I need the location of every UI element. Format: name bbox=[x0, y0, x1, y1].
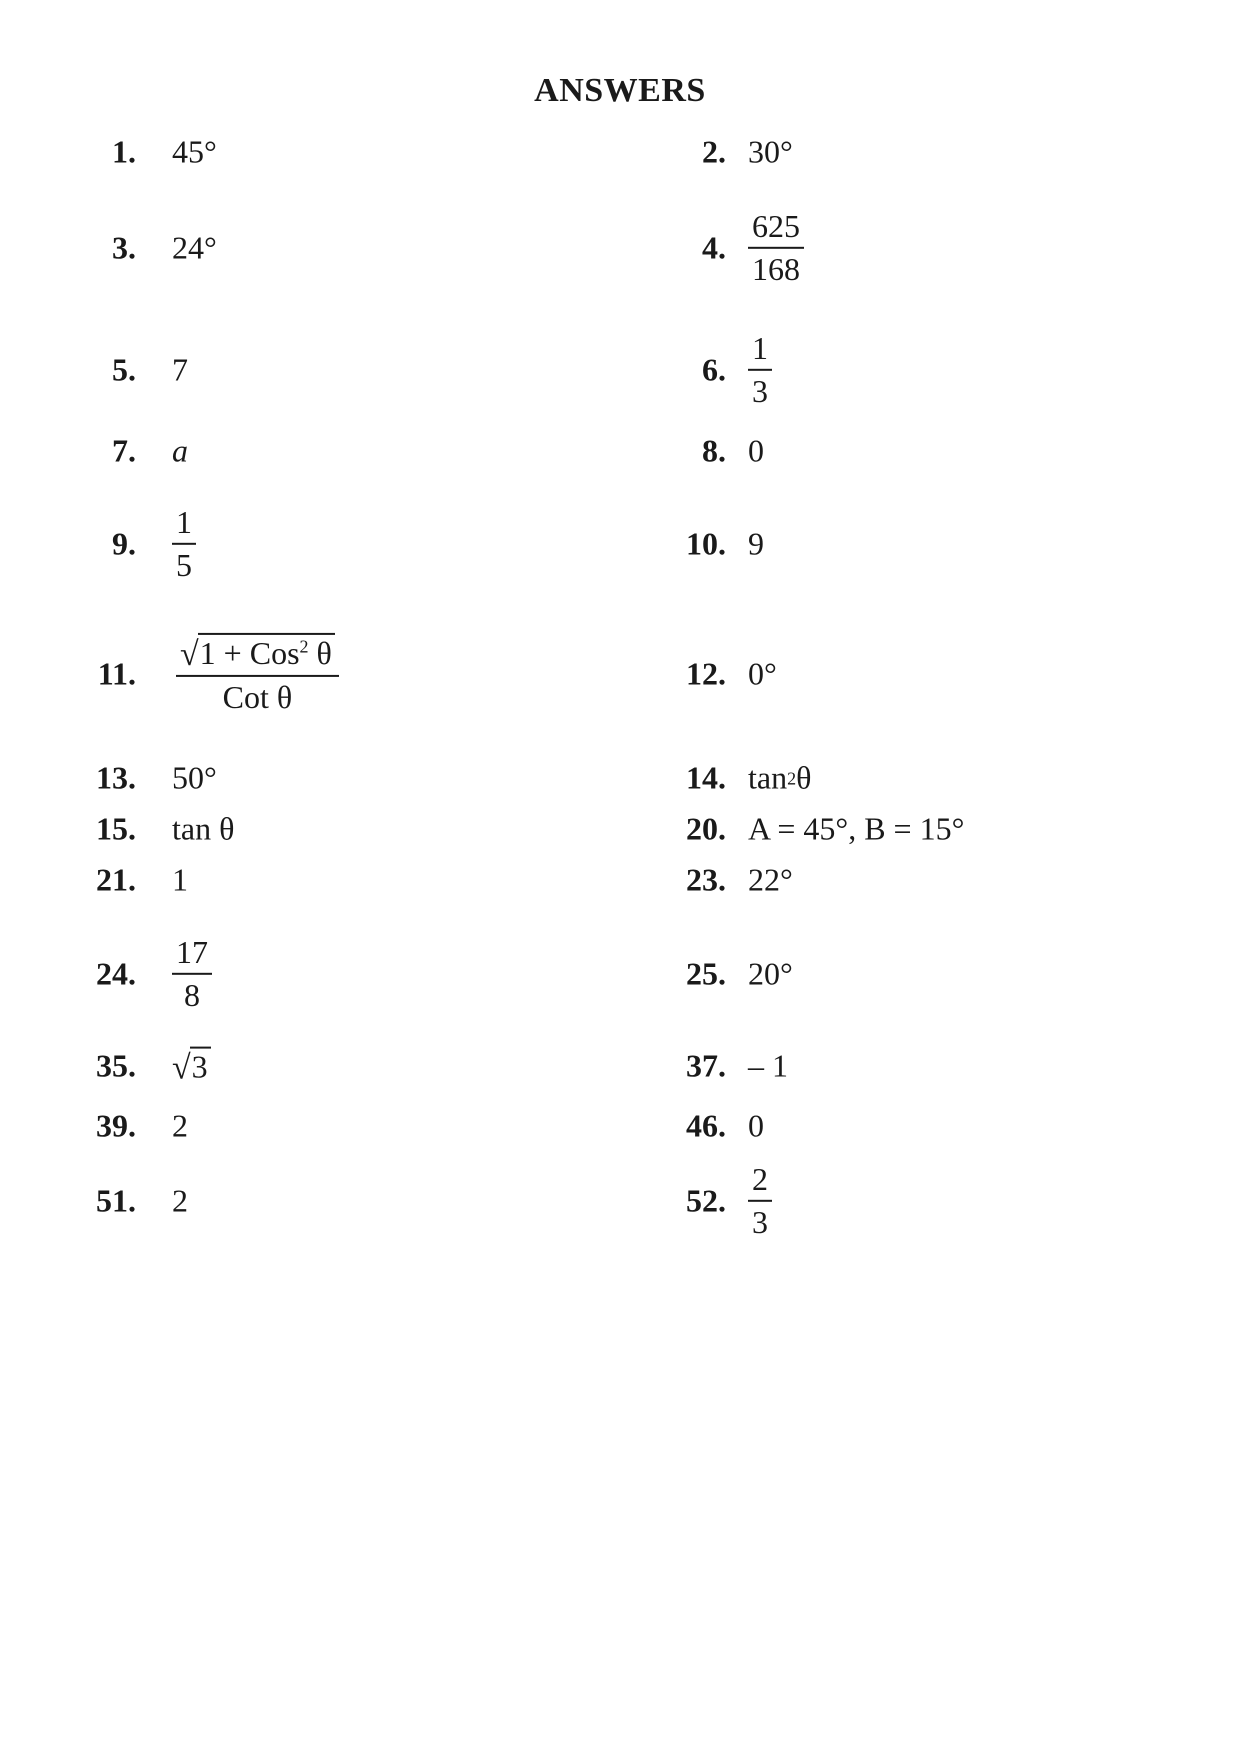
answer-value: 22° bbox=[748, 861, 793, 898]
answer-number: 25. bbox=[686, 955, 726, 992]
fraction-denominator: 3 bbox=[752, 1204, 768, 1240]
answer-value: – 1 bbox=[748, 1047, 788, 1084]
answer-number: 52. bbox=[686, 1182, 726, 1219]
square-root bbox=[172, 1047, 211, 1086]
answer-number: 39. bbox=[96, 1107, 136, 1144]
function-name: tan bbox=[748, 759, 788, 796]
fraction-denominator: 3 bbox=[752, 373, 768, 409]
answer-number: 12. bbox=[686, 655, 726, 692]
answer-number: 9. bbox=[112, 525, 136, 562]
answer-number: 5. bbox=[112, 351, 136, 388]
answer-value: tan θ bbox=[172, 810, 235, 847]
fraction-numerator: 1 bbox=[748, 331, 772, 371]
answer-value: 9 bbox=[748, 525, 764, 562]
radicand-text: θ bbox=[308, 634, 332, 671]
answer-value: 0 bbox=[748, 432, 764, 469]
function-argument: θ bbox=[796, 759, 812, 796]
fraction-denominator: 5 bbox=[176, 547, 192, 583]
answer-number: 3. bbox=[112, 229, 136, 266]
answer-fraction bbox=[748, 331, 772, 409]
fraction-denominator: Cot θ bbox=[222, 678, 293, 715]
answer-value: 24° bbox=[172, 229, 217, 266]
answer-fraction bbox=[748, 209, 804, 287]
answer-value: 0 bbox=[748, 1107, 764, 1144]
answer-fraction bbox=[748, 1162, 772, 1240]
answer-value: 45° bbox=[172, 133, 217, 170]
answer-number: 7. bbox=[112, 432, 136, 469]
answer-number: 46. bbox=[686, 1107, 726, 1144]
answer-value: 2 bbox=[172, 1107, 188, 1144]
fraction-denominator: 8 bbox=[184, 977, 200, 1013]
answer-number: 21. bbox=[96, 861, 136, 898]
answer-number: 20. bbox=[686, 810, 726, 847]
answer-value bbox=[172, 1047, 211, 1086]
fraction-numerator: 17 bbox=[172, 935, 212, 975]
answer-number: 2. bbox=[702, 133, 726, 170]
answer-value: 1 bbox=[172, 861, 188, 898]
fraction-numerator: 1 bbox=[172, 505, 196, 545]
square-root bbox=[180, 633, 335, 672]
answer-number: 13. bbox=[96, 759, 136, 796]
fraction-numerator bbox=[176, 633, 339, 677]
answer-number: 1. bbox=[112, 133, 136, 170]
answer-value: 0° bbox=[748, 655, 777, 692]
answer-number: 35. bbox=[96, 1047, 136, 1084]
fraction-numerator: 2 bbox=[748, 1162, 772, 1202]
radical-sign-icon: √ bbox=[172, 1049, 191, 1087]
answer-number: 15. bbox=[96, 810, 136, 847]
answer-fraction bbox=[172, 935, 212, 1013]
answer-fraction bbox=[172, 505, 196, 583]
answer-value: 20° bbox=[748, 955, 793, 992]
answer-number: 4. bbox=[702, 229, 726, 266]
answer-value: tan 2 θ bbox=[748, 759, 812, 796]
answer-number: 23. bbox=[686, 861, 726, 898]
answer-number: 8. bbox=[702, 432, 726, 469]
radicand-text: 1 + Cos bbox=[199, 634, 300, 671]
answer-value: 30° bbox=[748, 133, 793, 170]
answer-number: 11. bbox=[97, 655, 136, 692]
radicand-text: 3 bbox=[190, 1047, 211, 1086]
answer-number: 51. bbox=[96, 1182, 136, 1219]
answer-number: 37. bbox=[686, 1047, 726, 1084]
exponent: 2 bbox=[299, 636, 309, 657]
answer-value: 50° bbox=[172, 759, 217, 796]
answer-number: 14. bbox=[686, 759, 726, 796]
fraction-denominator: 168 bbox=[752, 251, 800, 287]
answer-number: 6. bbox=[702, 351, 726, 388]
page-title: ANSWERS bbox=[534, 72, 706, 109]
radical-sign-icon: √ bbox=[180, 635, 199, 673]
answer-value: A = 45°, B = 15° bbox=[748, 810, 965, 847]
answer-value: 2 bbox=[172, 1182, 188, 1219]
fraction-numerator: 625 bbox=[748, 209, 804, 249]
answer-value: a bbox=[172, 432, 188, 469]
answer-number: 10. bbox=[686, 525, 726, 562]
answer-number: 24. bbox=[96, 955, 136, 992]
answer-fraction bbox=[176, 633, 339, 715]
answer-value: 7 bbox=[172, 351, 188, 388]
